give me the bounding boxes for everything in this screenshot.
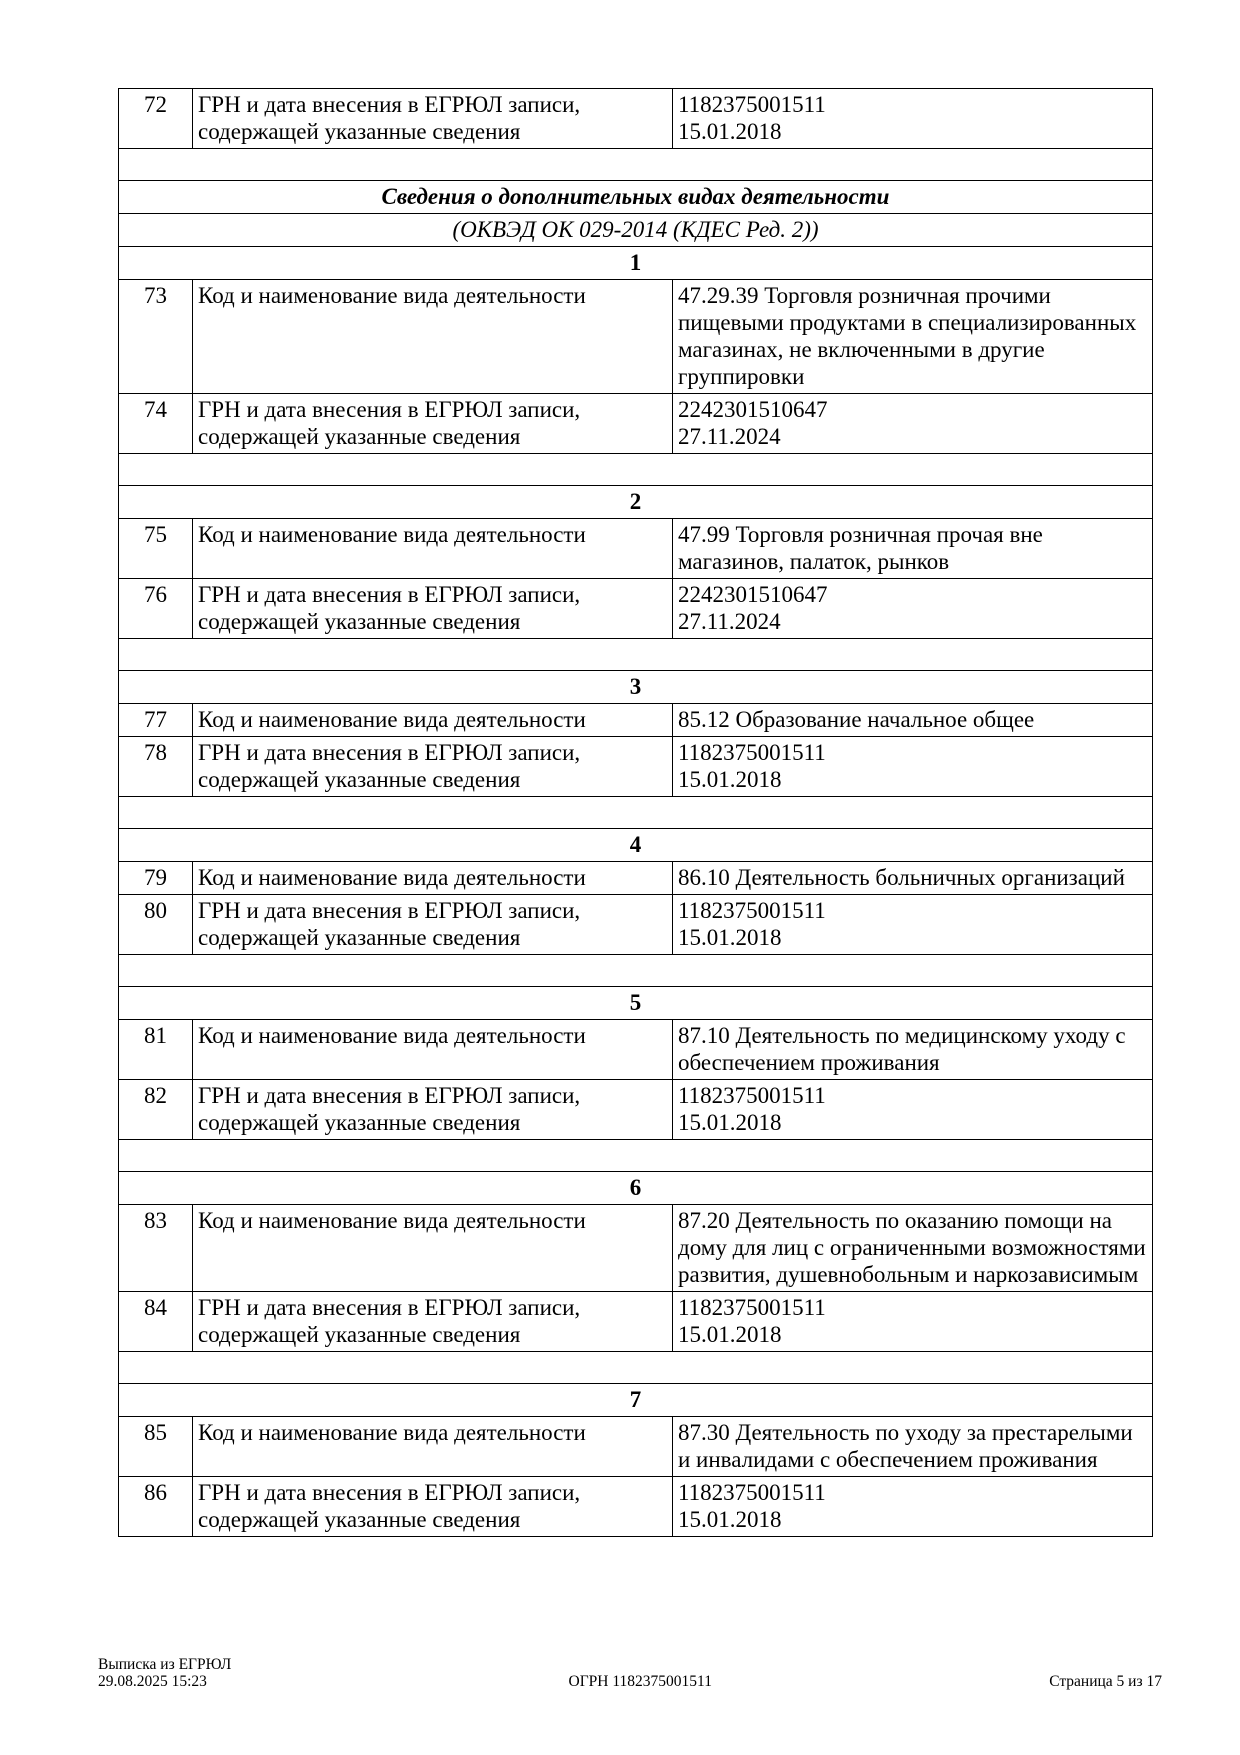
table-row-77 xyxy=(119,704,1153,737)
section-title-row xyxy=(119,181,1153,214)
activity-value: 86.10 Деятельность больничных организаций xyxy=(673,862,1153,895)
spacer-cell xyxy=(119,1140,1153,1172)
field-label: ГРН и дата внесения в ЕГРЮЛ записи, содержащей указанные сведения xyxy=(193,1477,673,1537)
spacer-row xyxy=(119,1140,1153,1172)
field-label: Код и наименование вида деятельности xyxy=(193,862,673,895)
entry-number-row xyxy=(119,671,1153,704)
field-label: ГРН и дата внесения в ЕГРЮЛ записи, содержащей указанные сведения xyxy=(193,737,673,797)
table-row-84 xyxy=(119,1292,1153,1352)
spacer-cell xyxy=(119,797,1153,829)
spacer-row xyxy=(119,639,1153,671)
grn-date: 15.01.2018 xyxy=(678,1322,782,1347)
field-value xyxy=(673,579,1153,639)
row-number: 84 xyxy=(119,1292,193,1352)
row-number: 79 xyxy=(119,862,193,895)
entry-number-row xyxy=(119,1172,1153,1205)
field-value xyxy=(673,1292,1153,1352)
spacer-row xyxy=(119,454,1153,486)
table-row-85 xyxy=(119,1417,1153,1477)
entry-number: 7 xyxy=(119,1384,1153,1417)
footer-doc-type: Выписка из ЕГРЮЛ xyxy=(98,1656,232,1673)
activity-value: 87.10 Деятельность по медицинскому уходу с обеспечением проживания xyxy=(673,1020,1153,1080)
row-number: 83 xyxy=(119,1205,193,1292)
page-footer xyxy=(98,1656,1162,1690)
footer-doc-info xyxy=(98,1656,231,1690)
egrul-extract-table xyxy=(118,88,1153,1537)
grn-number: 1182375001511 xyxy=(678,1295,826,1320)
field-label: ГРН и дата внесения в ЕГРЮЛ записи, содержащей указанные сведения xyxy=(193,394,673,454)
table-row-86 xyxy=(119,1477,1153,1537)
row-number: 74 xyxy=(119,394,193,454)
grn-date: 15.01.2018 xyxy=(678,925,782,950)
spacer-row xyxy=(119,797,1153,829)
entry-number-row xyxy=(119,987,1153,1020)
entry-number: 2 xyxy=(119,486,1153,519)
grn-number: 1182375001511 xyxy=(678,1083,826,1108)
field-label: Код и наименование вида деятельности xyxy=(193,280,673,394)
table-row-79 xyxy=(119,862,1153,895)
entry-number: 3 xyxy=(119,671,1153,704)
row-number: 72 xyxy=(119,89,193,149)
field-label: ГРН и дата внесения в ЕГРЮЛ записи, содержащей указанные сведения xyxy=(193,1292,673,1352)
activity-value: 47.29.39 Торговля розничная прочими пищевыми продуктами в специализированных магазинах, не включенными в другие группировки xyxy=(673,280,1153,394)
row-number: 81 xyxy=(119,1020,193,1080)
field-value xyxy=(673,394,1153,454)
row-number: 86 xyxy=(119,1477,193,1537)
grn-date: 15.01.2018 xyxy=(678,1110,782,1135)
activity-value: 87.20 Деятельность по оказанию помощи на дому для лиц с ограниченными возможностями развития, душевнобольным и наркозависимым xyxy=(673,1205,1153,1292)
activity-value: 85.12 Образование начальное общее xyxy=(673,704,1153,737)
field-label: Код и наименование вида деятельности xyxy=(193,704,673,737)
table-row-82 xyxy=(119,1080,1153,1140)
field-label: ГРН и дата внесения в ЕГРЮЛ записи, содержащей указанные сведения xyxy=(193,895,673,955)
table-row-73 xyxy=(119,280,1153,394)
spacer-row xyxy=(119,955,1153,987)
grn-number: 1182375001511 xyxy=(678,898,826,923)
entry-number-row xyxy=(119,247,1153,280)
footer-generated-timestamp: 29.08.2025 15:23 xyxy=(98,1673,207,1690)
grn-number: 2242301510647 xyxy=(678,397,828,422)
grn-date: 27.11.2024 xyxy=(678,609,781,634)
section-subtitle: (ОКВЭД ОК 029-2014 (КДЕС Ред. 2)) xyxy=(119,214,1153,247)
row-number: 80 xyxy=(119,895,193,955)
grn-date: 27.11.2024 xyxy=(678,424,781,449)
field-value xyxy=(673,895,1153,955)
table-row-80 xyxy=(119,895,1153,955)
grn-date: 15.01.2018 xyxy=(678,119,782,144)
entry-number: 5 xyxy=(119,987,1153,1020)
row-number: 78 xyxy=(119,737,193,797)
field-label: Код и наименование вида деятельности xyxy=(193,1205,673,1292)
row-number: 75 xyxy=(119,519,193,579)
grn-number: 1182375001511 xyxy=(678,740,826,765)
table-row-78 xyxy=(119,737,1153,797)
field-value xyxy=(673,1080,1153,1140)
field-label: Код и наименование вида деятельности xyxy=(193,1020,673,1080)
footer-ogrn: ОГРН 1182375001511 xyxy=(568,1673,712,1690)
table-row-74 xyxy=(119,394,1153,454)
table-row-75 xyxy=(119,519,1153,579)
field-label: ГРН и дата внесения в ЕГРЮЛ записи, содержащей указанные сведения xyxy=(193,1080,673,1140)
section-subtitle-row xyxy=(119,214,1153,247)
table-row-72 xyxy=(119,89,1153,149)
spacer-cell xyxy=(119,454,1153,486)
field-label: ГРН и дата внесения в ЕГРЮЛ записи, содержащей указанные сведения xyxy=(193,579,673,639)
spacer-cell xyxy=(119,149,1153,181)
row-number: 73 xyxy=(119,280,193,394)
field-value xyxy=(673,737,1153,797)
spacer-row xyxy=(119,149,1153,181)
spacer-row xyxy=(119,1352,1153,1384)
grn-date: 15.01.2018 xyxy=(678,767,782,792)
entry-number: 1 xyxy=(119,247,1153,280)
entry-number-row xyxy=(119,486,1153,519)
row-number: 77 xyxy=(119,704,193,737)
footer-page-number: Страница 5 из 17 xyxy=(1049,1673,1162,1690)
spacer-cell xyxy=(119,955,1153,987)
grn-date: 15.01.2018 xyxy=(678,1507,782,1532)
row-number: 85 xyxy=(119,1417,193,1477)
entry-number: 4 xyxy=(119,829,1153,862)
grn-number: 1182375001511 xyxy=(678,1480,826,1505)
grn-number: 1182375001511 xyxy=(678,92,826,117)
entry-number-row xyxy=(119,829,1153,862)
field-label: ГРН и дата внесения в ЕГРЮЛ записи, содержащей указанные сведения xyxy=(193,89,673,149)
activity-value: 47.99 Торговля розничная прочая вне магазинов, палаток, рынков xyxy=(673,519,1153,579)
spacer-cell xyxy=(119,1352,1153,1384)
table-row-76 xyxy=(119,579,1153,639)
spacer-cell xyxy=(119,639,1153,671)
table-row-81 xyxy=(119,1020,1153,1080)
table-row-83 xyxy=(119,1205,1153,1292)
field-value xyxy=(673,1477,1153,1537)
entry-number-row xyxy=(119,1384,1153,1417)
entry-number: 6 xyxy=(119,1172,1153,1205)
row-number: 76 xyxy=(119,579,193,639)
activity-value: 87.30 Деятельность по уходу за престарелыми и инвалидами с обеспечением проживания xyxy=(673,1417,1153,1477)
row-number: 82 xyxy=(119,1080,193,1140)
field-label: Код и наименование вида деятельности xyxy=(193,1417,673,1477)
field-label: Код и наименование вида деятельности xyxy=(193,519,673,579)
grn-number: 2242301510647 xyxy=(678,582,828,607)
field-value xyxy=(673,89,1153,149)
section-title: Сведения о дополнительных видах деятельности xyxy=(119,181,1153,214)
